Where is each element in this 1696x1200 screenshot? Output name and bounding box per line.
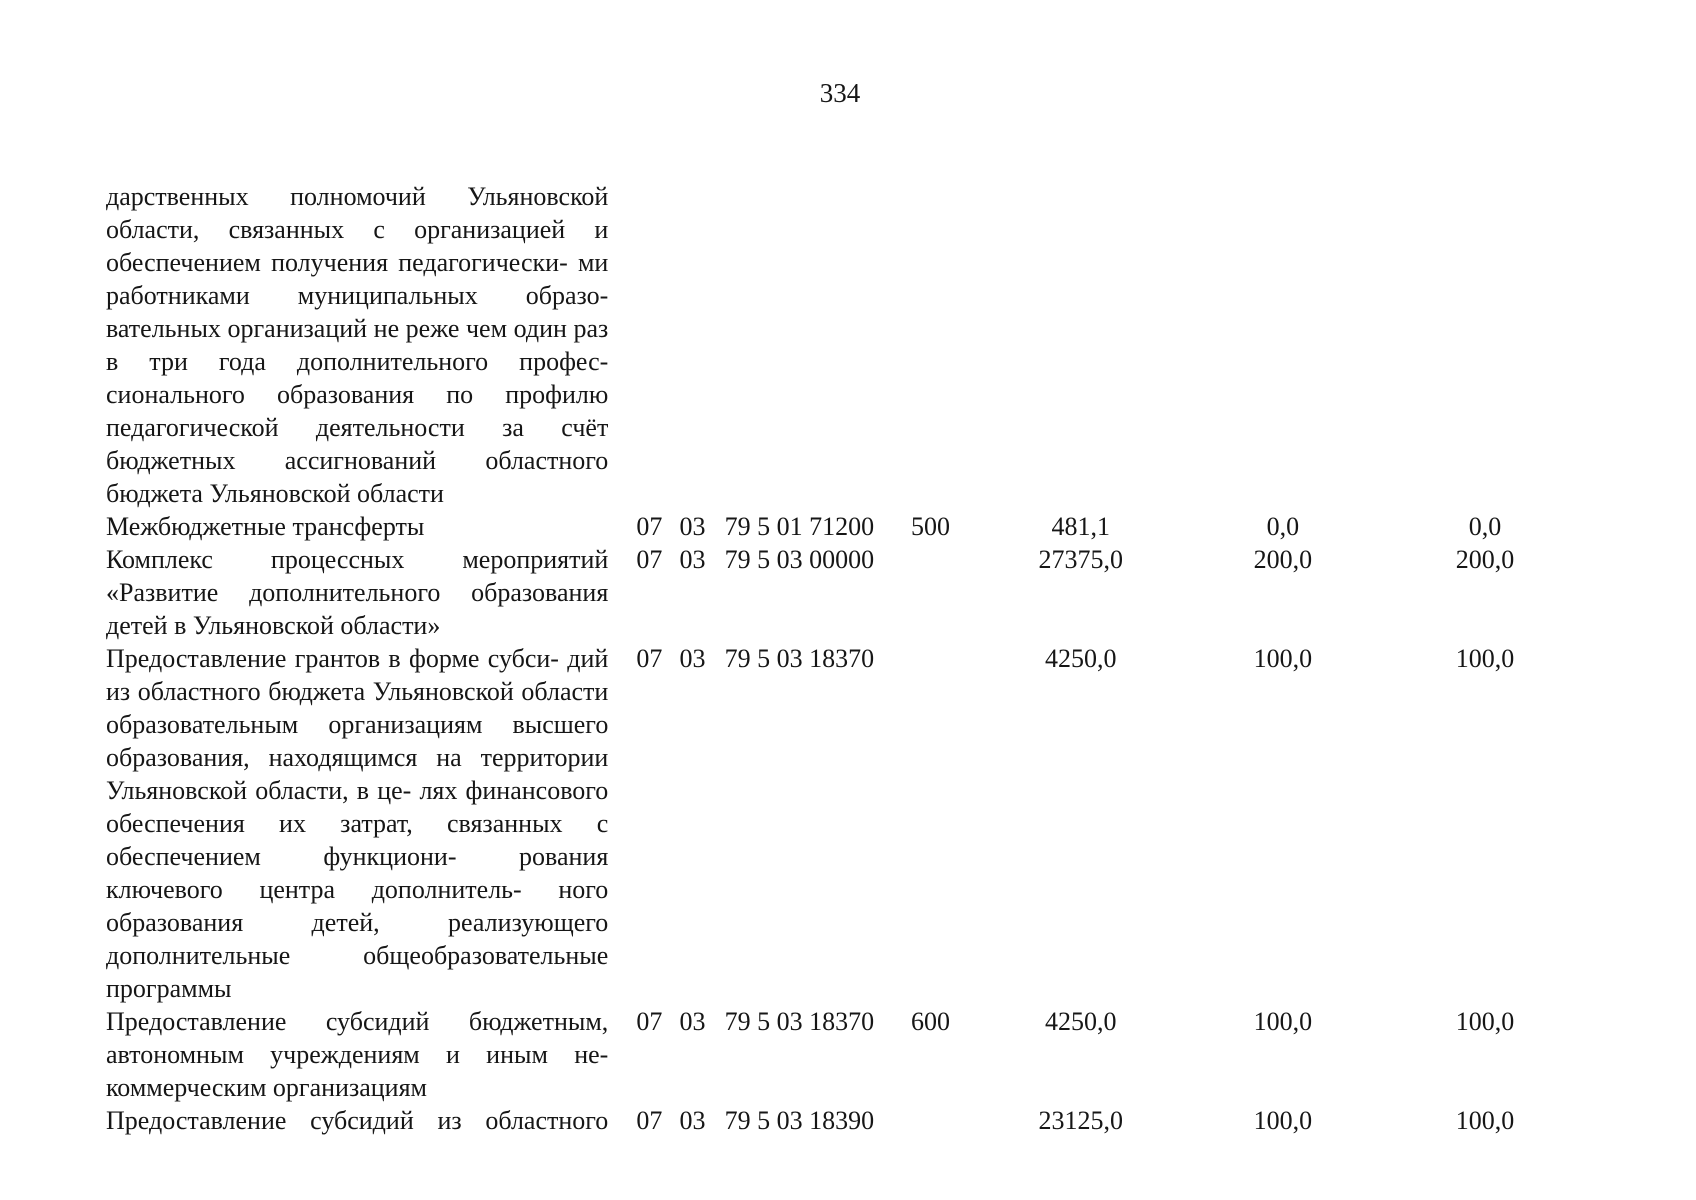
table-row	[106, 543, 1586, 642]
row-amount-year-1: 481,1	[1051, 512, 1110, 541]
row-subsection-code: 03	[679, 644, 706, 673]
row-amount-year-1: 4250,0	[1044, 1007, 1117, 1036]
row-target-article-code: 79 5 03 18390	[724, 1106, 875, 1135]
row-amount-year-1: 23125,0	[1038, 1106, 1123, 1135]
row-amount-year-3: 100,0	[1455, 644, 1515, 673]
table-row	[106, 1104, 1586, 1137]
row-subsection-code: 03	[679, 1007, 706, 1036]
row-description: Предоставление субсидий из областного	[106, 1106, 609, 1135]
row-target-article-code: 79 5 01 71200	[724, 512, 875, 541]
row-section-code: 07	[636, 644, 663, 673]
row-amount-year-3: 100,0	[1455, 1007, 1515, 1036]
row-subsection-code: 03	[679, 1106, 706, 1135]
table-row	[106, 642, 1586, 1005]
row-subsection-code: 03	[679, 545, 706, 574]
row-amount-year-3: 100,0	[1455, 1106, 1515, 1135]
table-row	[106, 180, 1586, 510]
row-section-code: 07	[636, 1106, 663, 1135]
table-row	[106, 1005, 1586, 1104]
row-description: Предоставление субсидий бюджетным, автономным учреждениям и иным не- коммерческим организациям	[106, 1007, 609, 1102]
row-expense-type-code: 600	[911, 1007, 951, 1036]
row-amount-year-1: 27375,0	[1038, 545, 1123, 574]
row-description: Предоставление грантов в форме субси- дий из областного бюджета Ульяновской области образовательным организациям высшего образования, находящимся на территории Ульяновской области, в це- лях финансового обеспечения их затрат, связанных с обеспечением функциони- рования ключевого центра дополнитель- ного образования детей, реализующего дополнительные общеобразовательные программы	[106, 644, 609, 1003]
row-amount-year-2: 200,0	[1253, 545, 1313, 574]
row-amount-year-2: 100,0	[1253, 1007, 1313, 1036]
row-amount-year-1: 4250,0	[1044, 644, 1117, 673]
row-amount-year-3: 0,0	[1468, 512, 1502, 541]
row-description: дарственных полномочий Ульяновской области, связанных с организацией и обеспечением получения педагогически- ми работниками муниципальных образо- вательных организаций не реже чем один раз в три года дополнительного профес- сионального образования по профилю педагогической деятельности за счёт бюджетных ассигнований областного бюджета Ульяновской области	[106, 182, 609, 508]
row-subsection-code: 03	[679, 512, 706, 541]
row-description: Комплекс процессных мероприятий «Развитие дополнительного образования детей в Ульяновской области»	[106, 545, 609, 640]
row-section-code: 07	[636, 512, 663, 541]
row-target-article-code: 79 5 03 18370	[724, 1007, 875, 1036]
row-section-code: 07	[636, 545, 663, 574]
row-description: Межбюджетные трансферты	[106, 512, 425, 541]
row-amount-year-2: 100,0	[1253, 1106, 1313, 1135]
budget-table	[106, 180, 1586, 1137]
row-amount-year-2: 100,0	[1253, 644, 1313, 673]
row-expense-type-code: 500	[911, 512, 951, 541]
row-amount-year-2: 0,0	[1266, 512, 1300, 541]
row-target-article-code: 79 5 03 00000	[724, 545, 875, 574]
table-row	[106, 510, 1586, 543]
page-number: 334	[819, 78, 861, 108]
row-amount-year-3: 200,0	[1455, 545, 1515, 574]
row-section-code: 07	[636, 1007, 663, 1036]
row-target-article-code: 79 5 03 18370	[724, 644, 875, 673]
